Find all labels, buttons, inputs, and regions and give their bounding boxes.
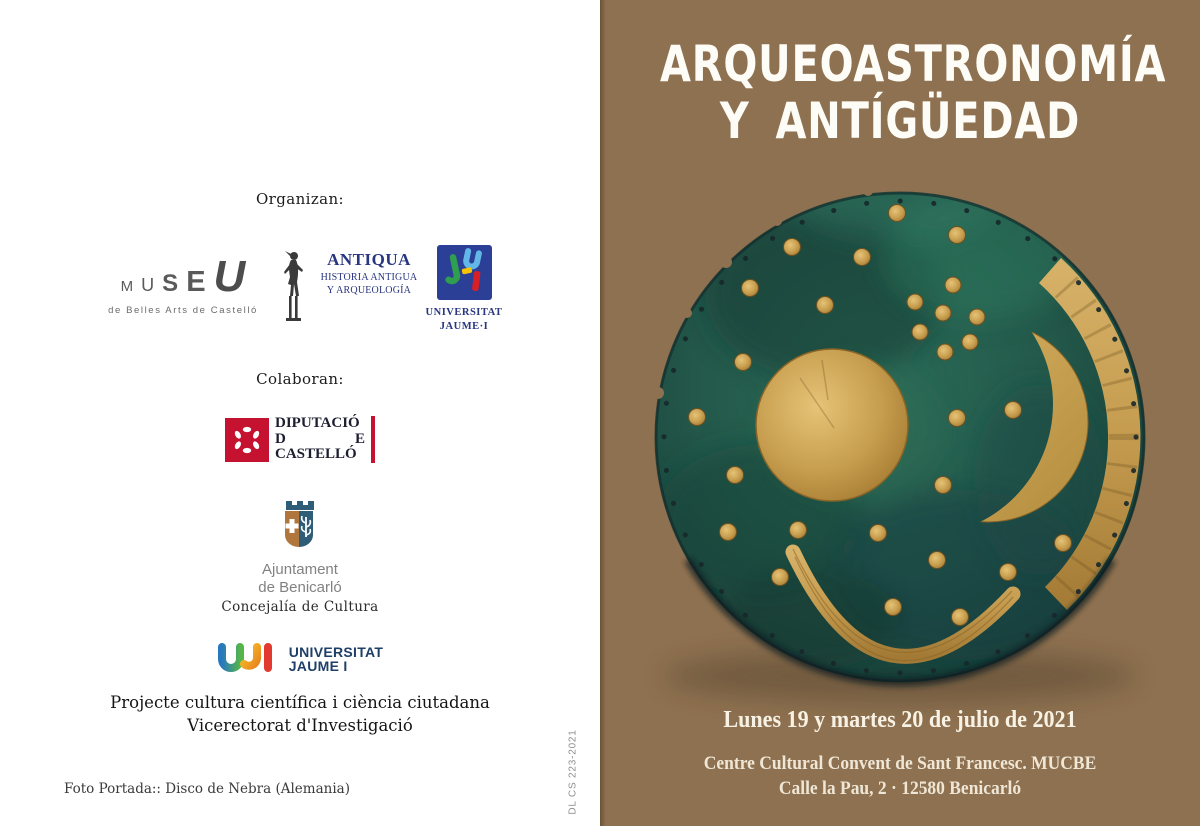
uji-modern-logo xyxy=(0,643,600,675)
uji-square-icon xyxy=(437,245,492,300)
uji-modern-line2: JAUME I xyxy=(288,658,348,674)
uji-modern-line1: UNIVERSITAT xyxy=(288,643,384,660)
diputacio-d: D xyxy=(275,430,286,447)
uji-classic-logo xyxy=(423,245,505,332)
legal-deposit-number: DL CS 223-2021 xyxy=(567,729,579,815)
title-line2: Y ANTÍGÜEDAD xyxy=(719,92,1081,150)
photo-credit: Foto Portada:: Disco de Nebra (Alemania) xyxy=(64,781,350,797)
museu-letter: E xyxy=(186,266,206,298)
front-cover-page xyxy=(600,0,1200,826)
museu-logo xyxy=(88,252,278,316)
museu-letter: S xyxy=(162,270,179,297)
event-venue xyxy=(624,751,1176,801)
diputacio-line1: DIPUTACIÓ xyxy=(275,415,360,432)
organizers-heading: Organizan: xyxy=(255,190,345,208)
museu-letter: M xyxy=(120,278,134,295)
ajuntament-line1: Ajuntament xyxy=(262,561,338,578)
collaborators-heading: Colaboran: xyxy=(256,370,344,388)
diputacio-line2 xyxy=(275,432,365,448)
uji-modern-text xyxy=(289,645,384,674)
antiqua-logo xyxy=(281,250,424,324)
benicarlo-shield-icon xyxy=(276,499,322,559)
museu-wordmark xyxy=(88,252,278,302)
diputacio-line3: CASTELLÓ xyxy=(275,446,357,463)
diputacio-red-bar xyxy=(371,416,375,463)
venue-line2: Calle la Pau, 2 · 12580 Benicarló xyxy=(778,778,1022,799)
museu-letter: U xyxy=(213,252,246,301)
museu-letter: U xyxy=(141,275,155,295)
antiqua-text xyxy=(314,250,424,296)
project-line2: Vicerectorat d'Investigació xyxy=(187,716,413,735)
mercury-statue-icon xyxy=(281,250,307,324)
project-line1: Projecte cultura científica i ciència ciutadana xyxy=(110,693,490,712)
antiqua-line2: HISTORIA ANTIGUA xyxy=(320,272,418,283)
project-caption xyxy=(0,691,600,737)
antiqua-line3: Y ARQUEOLOGÍA xyxy=(326,285,412,296)
museu-subtitle: de Belles Arts de Castelló xyxy=(108,305,258,316)
diputacio-text xyxy=(275,416,365,463)
uji-classic-line2: JAUME·I xyxy=(439,320,489,332)
ajuntament-name xyxy=(0,561,600,596)
uji-classic-line1: UNIVERSITAT xyxy=(425,307,503,318)
concejalia-label: Concejalía de Cultura xyxy=(221,599,379,615)
ajuntament-line2: de Benicarló xyxy=(258,578,342,596)
diputacio-e: E xyxy=(354,430,365,447)
title-line1: ARQUEOASTRONOMÍA xyxy=(660,35,1167,93)
uji-letters-icon xyxy=(217,643,279,675)
nebra-sky-disk-image xyxy=(600,0,1200,826)
venue-line1: Centre Cultural Convent de Sant Francesc. MUCBE xyxy=(703,753,1097,774)
diputacio-logo xyxy=(0,416,600,463)
event-date: Lunes 19 y martes 20 de julio de 2021 xyxy=(723,707,1077,733)
diputacio-emblem-icon xyxy=(225,418,269,462)
antiqua-name: ANTIQUA xyxy=(327,250,411,269)
